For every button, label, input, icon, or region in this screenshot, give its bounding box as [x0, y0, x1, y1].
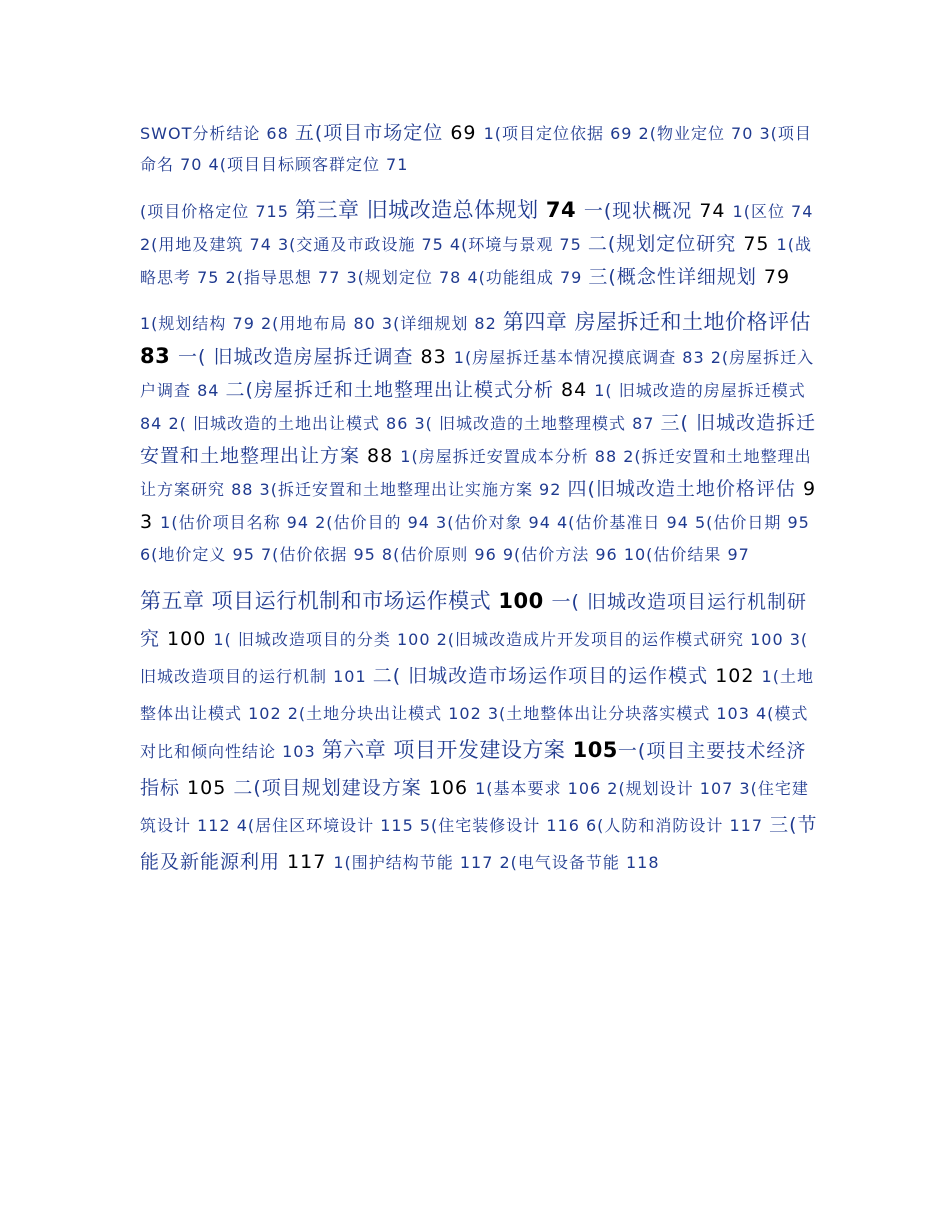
toc-entry: 1(房屋拆迁基本情况摸底调查 83 2(房屋拆迁入户调查 84 [140, 348, 815, 400]
toc-entry: 84 [561, 379, 595, 401]
toc-entry: 105 [187, 777, 234, 799]
toc-page [140, 118, 820, 881]
toc-entry: 第五章 项目运行机制和市场运作模式 [140, 589, 499, 613]
toc-entry: 74 [545, 198, 584, 222]
toc-entry: 二( 旧城改造市场运作项目的运作模式 [372, 665, 716, 687]
toc-entry: 三( 旧城改造拆迁安置和土地整理出让方案 [140, 412, 816, 467]
toc-paragraph-3 [140, 306, 820, 571]
toc-entry: 1(区位 74 2(用地及建筑 74 3(交通及市政设施 75 4(环境与景观 75 [140, 202, 814, 254]
toc-entry: 二(规划定位研究 [587, 233, 744, 255]
toc-entry: 75 [743, 233, 777, 255]
toc-entry: 1(房屋拆迁安置成本分析 88 2(拆迁安置和土地整理出让方案研究 88 3(拆迁安置和土地整理出让实施方案 92 [140, 447, 812, 499]
toc-entry: 一(现状概况 [583, 200, 700, 222]
toc-entry: 1(规划结构 79 2(用地布局 80 3(详细规划 82 [140, 314, 503, 333]
toc-entry: 五(项目市场定位 [294, 122, 451, 144]
toc-entry: 二(房屋拆迁和土地整理出让模式分析 [225, 379, 561, 401]
toc-entry: 一( 旧城改造房屋拆迁调查 [178, 346, 421, 368]
toc-entry: 二(项目规划建设方案 [233, 777, 429, 799]
toc-paragraph-2 [140, 194, 820, 294]
toc-entry: 第六章 项目开发建设方案 [321, 738, 573, 762]
toc-paragraph-4 [140, 583, 820, 881]
toc-entry: 102 [715, 665, 762, 687]
toc-entry: 1(项目定位依据 69 2(物业定位 70 3(项目命名 70 4(项目目标顾客群定位 71 [140, 124, 812, 174]
toc-entry: 83 [420, 346, 454, 368]
toc-entry: 100 [498, 589, 552, 613]
toc-entry: 105 [572, 738, 618, 762]
toc-entry: 1(土地整体出让模式 102 2(土地分块出让模式 102 3(土地整体出让分块落实模式 103 4(模式对比和倾向性结论 103 [140, 667, 814, 761]
toc-entry: 三(概念性详细规划 [588, 266, 764, 288]
toc-entry: 100 [167, 628, 214, 650]
toc-entry: 1(战略思考 75 2(指导思想 77 3(规划定位 78 4(功能组成 79 [140, 235, 812, 287]
toc-entry: 第四章 房屋拆迁和土地价格评估 [502, 310, 812, 334]
toc-entry: 1(估价项目名称 94 2(估价目的 94 3(估价对象 94 4(估价基准日 94 5(估价日期 95 6(地价定义 95 7(估价依据 95 8(估价原则 96 9(估价方法 96 10(估价结果 97 [140, 513, 810, 564]
toc-entry: 93 [140, 478, 817, 533]
toc-entry: 1(基本要求 106 2(规划设计 107 3(住宅建筑设计 112 4(居住区环境设计 115 5(住宅装修设计 116 6(人防和消防设计 117 [140, 779, 809, 835]
toc-entry: 一(项目主要技术经济指标 [140, 740, 807, 799]
toc-entry: SWOT分析结论 68 [140, 124, 295, 143]
toc-entry: 69 [450, 122, 484, 144]
toc-entry: 1(围护结构节能 117 2(电气设备节能 118 [333, 853, 660, 872]
toc-entry: 四(旧城改造土地价格评估 [567, 478, 803, 500]
toc-entry: 117 [287, 851, 334, 873]
toc-entry: 106 [428, 777, 476, 799]
toc-entry: 三(节能及新能源利用 [140, 814, 818, 873]
toc-entry: 一( 旧城改造项目运行机制研究 [140, 591, 807, 650]
toc-entry: 第三章 旧城改造总体规划 [294, 198, 546, 222]
toc-entry: 83 [140, 344, 179, 368]
toc-entry: 79 [763, 266, 791, 288]
toc-entry: 74 [699, 200, 733, 222]
toc-entry: (项目价格定位 715 [140, 202, 295, 221]
toc-entry: 88 [367, 445, 401, 467]
toc-entry: 1( 旧城改造的房屋拆迁模式 84 2( 旧城改造的土地出让模式 86 3( 旧城改造的土地整理模式 87 [140, 381, 806, 433]
toc-entry: 1( 旧城改造项目的分类 100 2(旧城改造成片开发项目的运作模式研究 100 3( 旧城改造项目的运行机制 101 [140, 630, 809, 686]
toc-paragraph-1 [140, 118, 820, 180]
